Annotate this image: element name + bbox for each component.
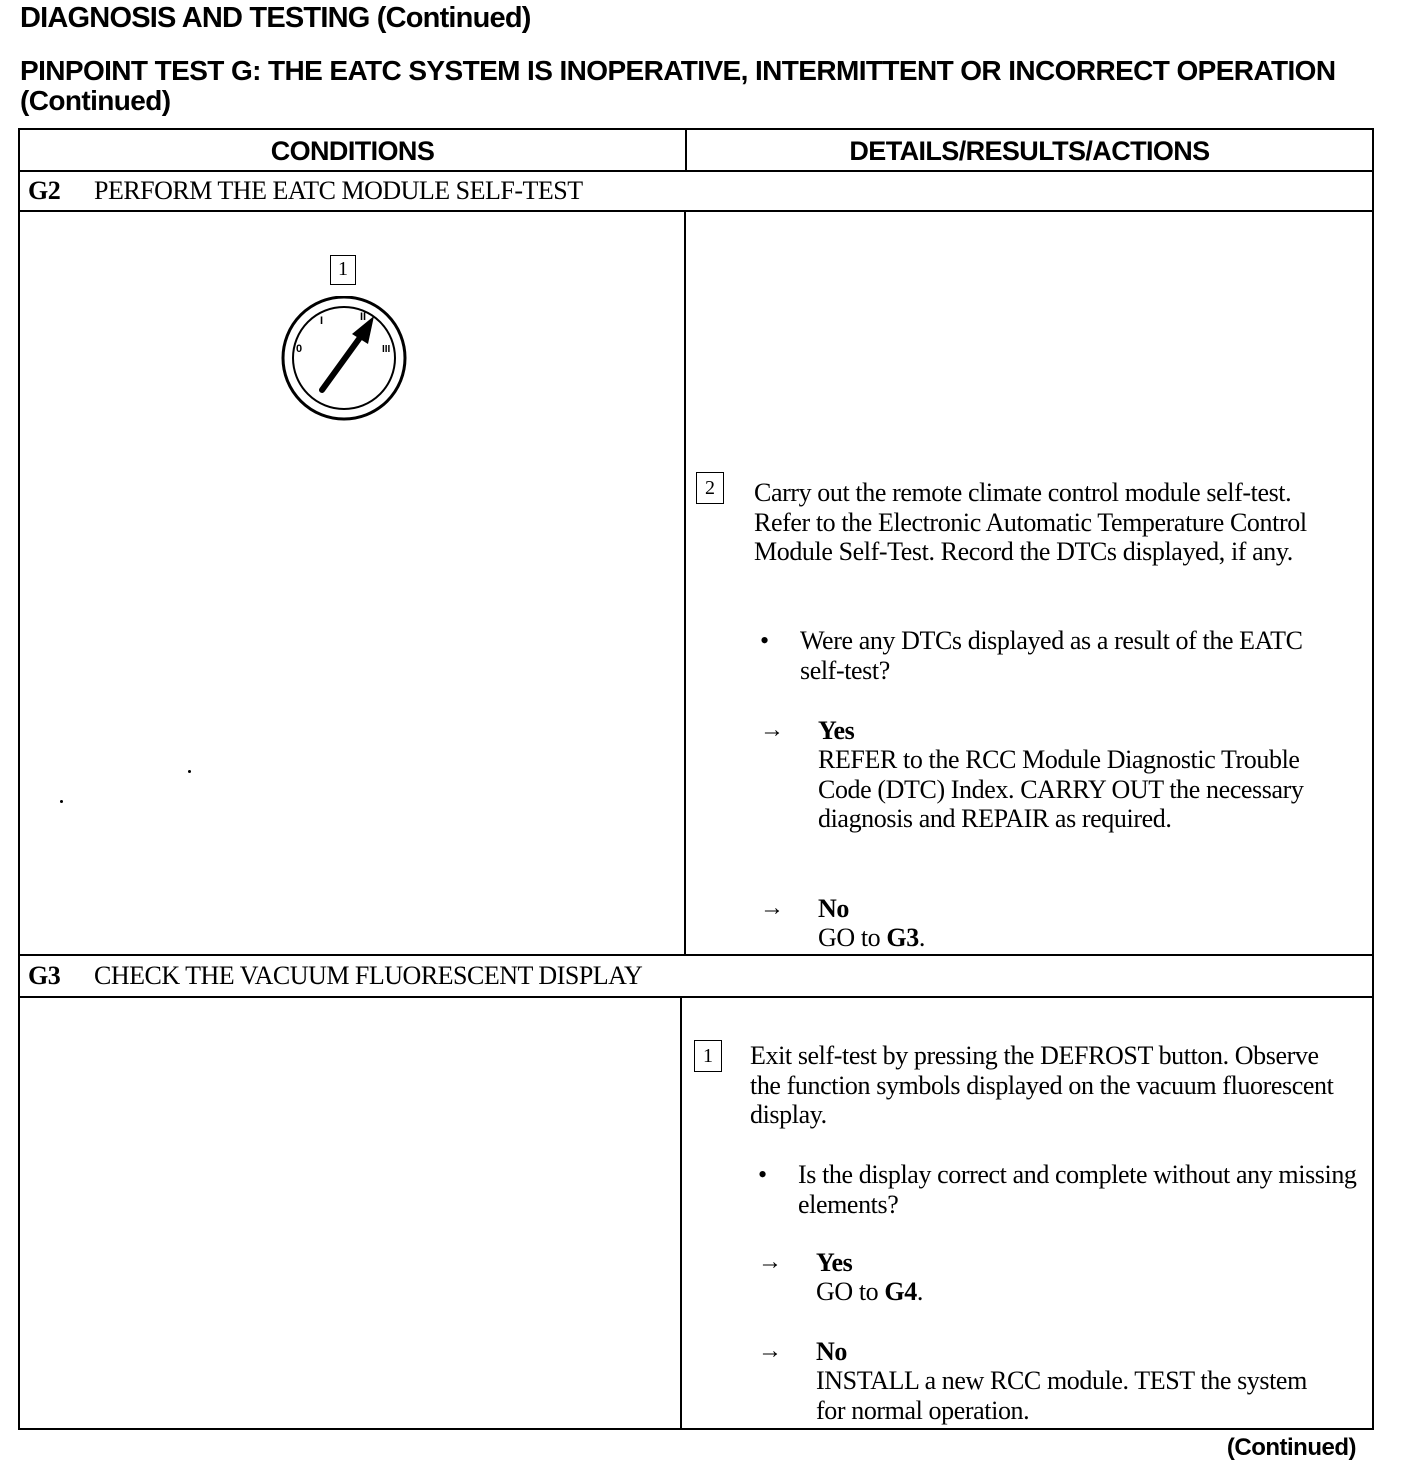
row-divider <box>20 954 1372 956</box>
continued-note: (Continued) <box>1226 1434 1356 1461</box>
column-header-conditions: CONDITIONS <box>270 136 435 166</box>
yes-text-g2: REFER to the RCC Module Diagnostic Trouble Code (DTC) Index. CARRY OUT the necessary diagnosis and REPAIR as required. <box>818 745 1304 833</box>
question-g2: Were any DTCs displayed as a result of the EATC self-test? <box>800 626 1303 685</box>
step-header-g2 <box>28 176 583 206</box>
pinpoint-test-table <box>18 128 1374 1430</box>
bullet: • <box>758 1160 768 1189</box>
row-divider <box>20 170 1372 172</box>
ignition-label-start: III <box>382 344 391 355</box>
column-header-details: DETAILS/RESULTS/ACTIONS <box>849 136 1210 166</box>
action-text-g2: Carry out the remote climate control module self-test. Refer to the Electronic Automatic Temperature Control Module Self-Test. Record the DTCs displayed, if any. <box>754 478 1307 566</box>
ignition-label-acc: I <box>320 315 324 327</box>
goto-g3-link[interactable]: G3 <box>886 923 919 952</box>
bullet: • <box>760 626 770 655</box>
callout-1: 1 <box>330 255 356 285</box>
arrow-icon: → <box>758 1249 782 1275</box>
no-label-g2: No <box>818 894 849 923</box>
no-text-g3: INSTALL a new RCC module. TEST the system for normal operation. <box>816 1366 1307 1425</box>
callout-2: 2 <box>696 472 724 504</box>
column-divider-g2 <box>684 212 686 954</box>
no-text-g2 <box>818 923 925 953</box>
ignition-label-off: 0 <box>296 343 303 355</box>
yes-label-g3: Yes <box>816 1248 853 1277</box>
arrow-icon: → <box>760 717 784 743</box>
no-suffix: . <box>918 923 925 952</box>
step-title: PERFORM THE EATC MODULE SELF-TEST <box>94 176 583 205</box>
no-prefix: GO to <box>818 923 887 952</box>
pinpoint-test-title: PINPOINT TEST G: THE EATC SYSTEM IS INOPERATIVE, INTERMITTENT OR INCORRECT OPERATION (Continued) <box>20 55 1336 116</box>
goto-g4-link[interactable]: G4 <box>884 1277 917 1306</box>
scan-speck <box>60 800 63 803</box>
scan-speck <box>188 770 191 773</box>
column-divider-g3 <box>680 998 682 1430</box>
step-header-g3 <box>28 961 642 991</box>
row-divider <box>20 210 1372 212</box>
page-title: DIAGNOSIS AND TESTING (Continued) <box>20 2 531 34</box>
yes-text-g3 <box>816 1277 923 1307</box>
yes-suffix: . <box>916 1277 923 1306</box>
callout-1-g3: 1 <box>694 1040 722 1072</box>
ignition-switch-icon <box>278 296 410 422</box>
yes-label-g2: Yes <box>818 716 855 745</box>
question-g3: Is the display correct and complete without any missing elements? <box>798 1160 1357 1219</box>
no-label-g3: No <box>816 1337 847 1366</box>
row-divider <box>20 996 1372 998</box>
arrow-icon: → <box>760 895 784 921</box>
step-title: CHECK THE VACUUM FLUORESCENT DISPLAY <box>94 961 643 990</box>
step-id: G2 <box>28 176 61 205</box>
action-text-g3: Exit self-test by pressing the DEFROST button. Observe the function symbols displayed on the vacuum fluorescent display. <box>750 1041 1334 1129</box>
yes-prefix: GO to <box>816 1277 885 1306</box>
step-id: G3 <box>28 961 61 990</box>
ignition-label-run: II <box>360 311 367 323</box>
arrow-icon: → <box>758 1338 782 1364</box>
